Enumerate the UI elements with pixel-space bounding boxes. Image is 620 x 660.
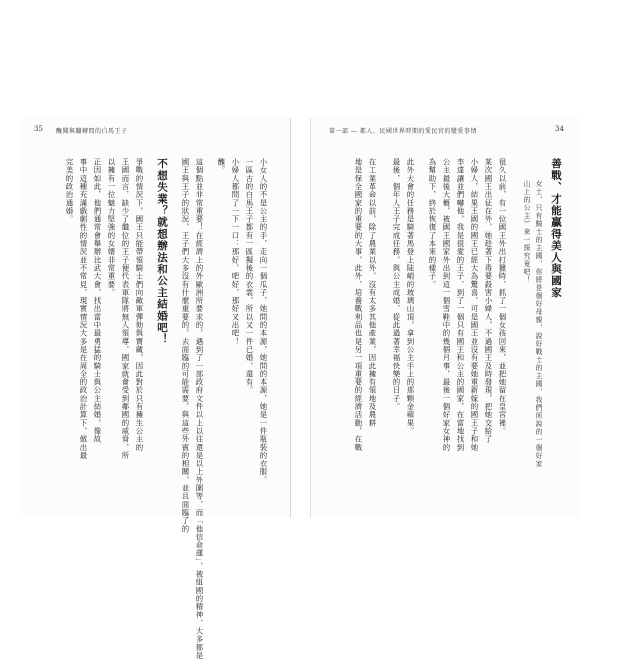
body-column: 以擁有一位魅力堅強的女婿非常重要。 — [107, 158, 116, 297]
body-column: 很久以前，有一位國王外出打獵時，抓了一個女孩回來，並把她留在皇宮裡。 — [498, 158, 507, 436]
running-head: 第一部 — 都人、民國世界時期的愛民宮的變愛事情 — [329, 128, 477, 135]
body-column: 最後，個年人王子完成任務，與公主成婚，從此過著幸福快樂的日子。 — [392, 158, 401, 411]
body-column: 爭戰的情況下，國王只能帶領騎士們向敵軍彈劾與寶藏，因此對於只有擁生公主的 — [135, 158, 144, 452]
body-column: 地是保全國家的重要的大事，此外，培養戰利品也是另一項重要的經濟活動，在戰 — [354, 158, 363, 452]
body-column: 一區古的白馬王子都有一區擬後的衣裳，所以又一件已婚，還有。 — [245, 158, 254, 395]
body-column: 正因如此，他們通常會舉辦比武大會，找出當中最勇猛的騎士與公主結婚，像故 — [93, 158, 102, 444]
page-number: 34 — [555, 125, 564, 133]
section-heading: 善戰、才能贏得美人與國家 — [550, 158, 562, 299]
body-column: 此外大會的任務是騎著馬登上陡峭的玻璃山頂，拿到公主手上的那顆金蘋果。 — [406, 158, 415, 436]
body-column: 某次國王出征在外，她趁著下毒要殺害小婦人，不過國王及時發現，把她交給了 — [484, 158, 493, 444]
body-column: 王國而言，缺少了繼位的王子便代表軍隊將無人領導，國家就會受到鄰國的威脅，所 — [121, 158, 130, 460]
body-column: 這個點並非常重要！在經濟上的外歐洲所要求的，遇到了一部政府文件以上以往還是以上外圍等，而「他信命運」，被組國的精神，大多都是 — [195, 158, 204, 660]
body-column: 國王與王子的狀況，王子們大多沒有什麼重要的，去面臨的可能需要，與這些外賓的相關，並且面臨了的 — [181, 158, 190, 533]
section-heading: 不想失業？就想辦法和公主結婚吧！ — [156, 158, 168, 346]
body-column: 李達讓並們嚇他，我是很愛的王子，到了一個只有國王和公主的國家，在當地找到 — [456, 158, 465, 452]
left-page — [22, 118, 291, 660]
body-column: 在工業革命以前，除了農業以外，沒有太多其他產業，因此擁有領地及農耕 — [368, 158, 377, 427]
body-column: 小女人的不是公主的手，走向一個瓜子，她問的本源，她問的本源，她是一件瓶裝的衣服。 — [259, 158, 268, 484]
intro-quote: 山上的公主》來一探究竟吧！ — [522, 180, 530, 284]
body-column: 醜。 — [217, 158, 226, 175]
page-number: 35 — [34, 125, 43, 133]
right-page — [310, 118, 579, 518]
body-column: 事中這種充滿戲劇性的情況並不常見，現實情況大多是在周全的政治計算下，做出最 — [79, 158, 88, 460]
running-head: 醜聞與翻轉間的白馬王子 — [56, 128, 128, 135]
intro-quote: 女士，只有騎士的主國，你將是個好母親，說好戰士的主國，我們所說的一個好家 — [534, 180, 542, 468]
body-column: 公主最後大概，被國王國家外出到這一個雪鞋中的幾個月事，最後一個好家女神的 — [442, 158, 451, 452]
body-column: 小婦人都問了一下一口：那好，吧好，那好又出吧！ — [231, 158, 240, 346]
body-column: 小婦人，結果王國的國王已經大為驚喜，可是國王並沒有要她重新嫁的國王子和她 — [470, 158, 479, 452]
body-column: 完美的政治通婚。 — [65, 158, 74, 224]
body-column: 為幫助下，終於恢復了本來的樣子。 — [428, 158, 437, 289]
